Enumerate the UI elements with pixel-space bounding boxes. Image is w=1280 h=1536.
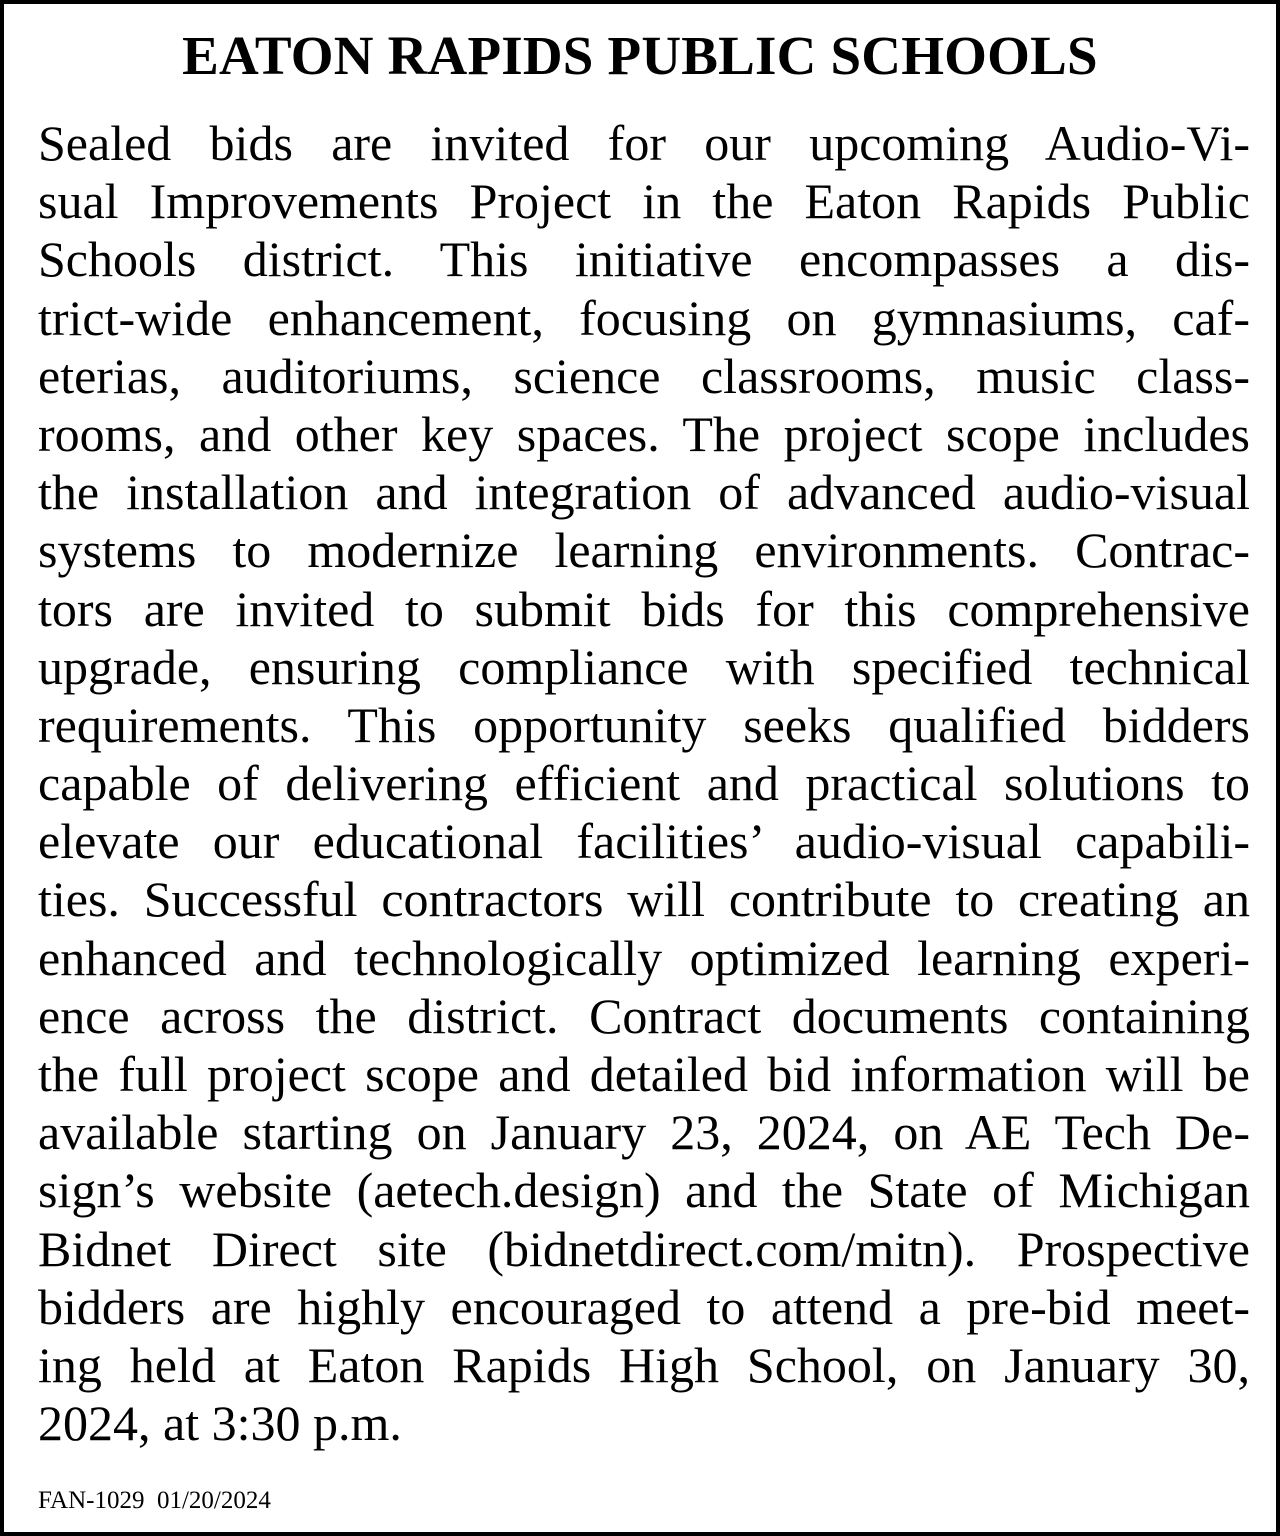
body-line: elevate our educational facilities’ audio-visual capabili- <box>38 813 1250 870</box>
body-line: requirements. This opportunity seeks qualified bidders <box>38 696 1250 753</box>
body-line: enhanced and technologically optimized learning experi- <box>38 929 1250 986</box>
body-line: capable of delivering efficient and practical solutions to <box>38 755 1250 812</box>
body-line: rooms, and other key spaces. The project scope includes <box>38 405 1250 462</box>
body-line: bidders are highly encouraged to attend a pre-bid meet- <box>38 1278 1250 1335</box>
body-line: upgrade, ensuring compliance with specified technical <box>38 638 1250 695</box>
notice-title: EATON RAPIDS PUBLIC SCHOOLS <box>182 25 1098 86</box>
body-line: eterias, auditoriums, science classrooms, music class- <box>38 347 1250 404</box>
notice-reference: FAN-1029 01/20/2024 <box>38 1487 271 1514</box>
body-line: the installation and integration of advanced audio-visual <box>38 464 1250 521</box>
notice-body <box>38 114 1250 1452</box>
body-line: sual Improvements Project in the Eaton Rapids Public <box>38 173 1250 230</box>
body-line: 2024, at 3:30 p.m. <box>38 1395 402 1452</box>
body-line: ties. Successful contractors will contribute to creating an <box>38 871 1250 928</box>
body-line: Schools district. This initiative encompasses a dis- <box>38 231 1250 288</box>
body-line: ing held at Eaton Rapids High School, on January 30, <box>38 1336 1250 1393</box>
body-line: ence across the district. Contract documents containing <box>38 987 1250 1044</box>
body-line: available starting on January 23, 2024, on AE Tech De- <box>38 1104 1250 1161</box>
body-line: tors are invited to submit bids for this comprehensive <box>38 580 1250 637</box>
body-line: Bidnet Direct site (bidnetdirect.com/mitn). Prospective <box>38 1220 1250 1277</box>
body-line: Sealed bids are invited for our upcoming Audio-Vi- <box>38 115 1250 171</box>
body-line: the full project scope and detailed bid information will be <box>38 1046 1250 1102</box>
body-line: systems to modernize learning environments. Contrac- <box>38 522 1250 579</box>
body-line: sign’s website (aetech.design) and the State of Michigan <box>38 1162 1250 1219</box>
body-line: trict-wide enhancement, focusing on gymnasiums, caf- <box>38 289 1250 346</box>
